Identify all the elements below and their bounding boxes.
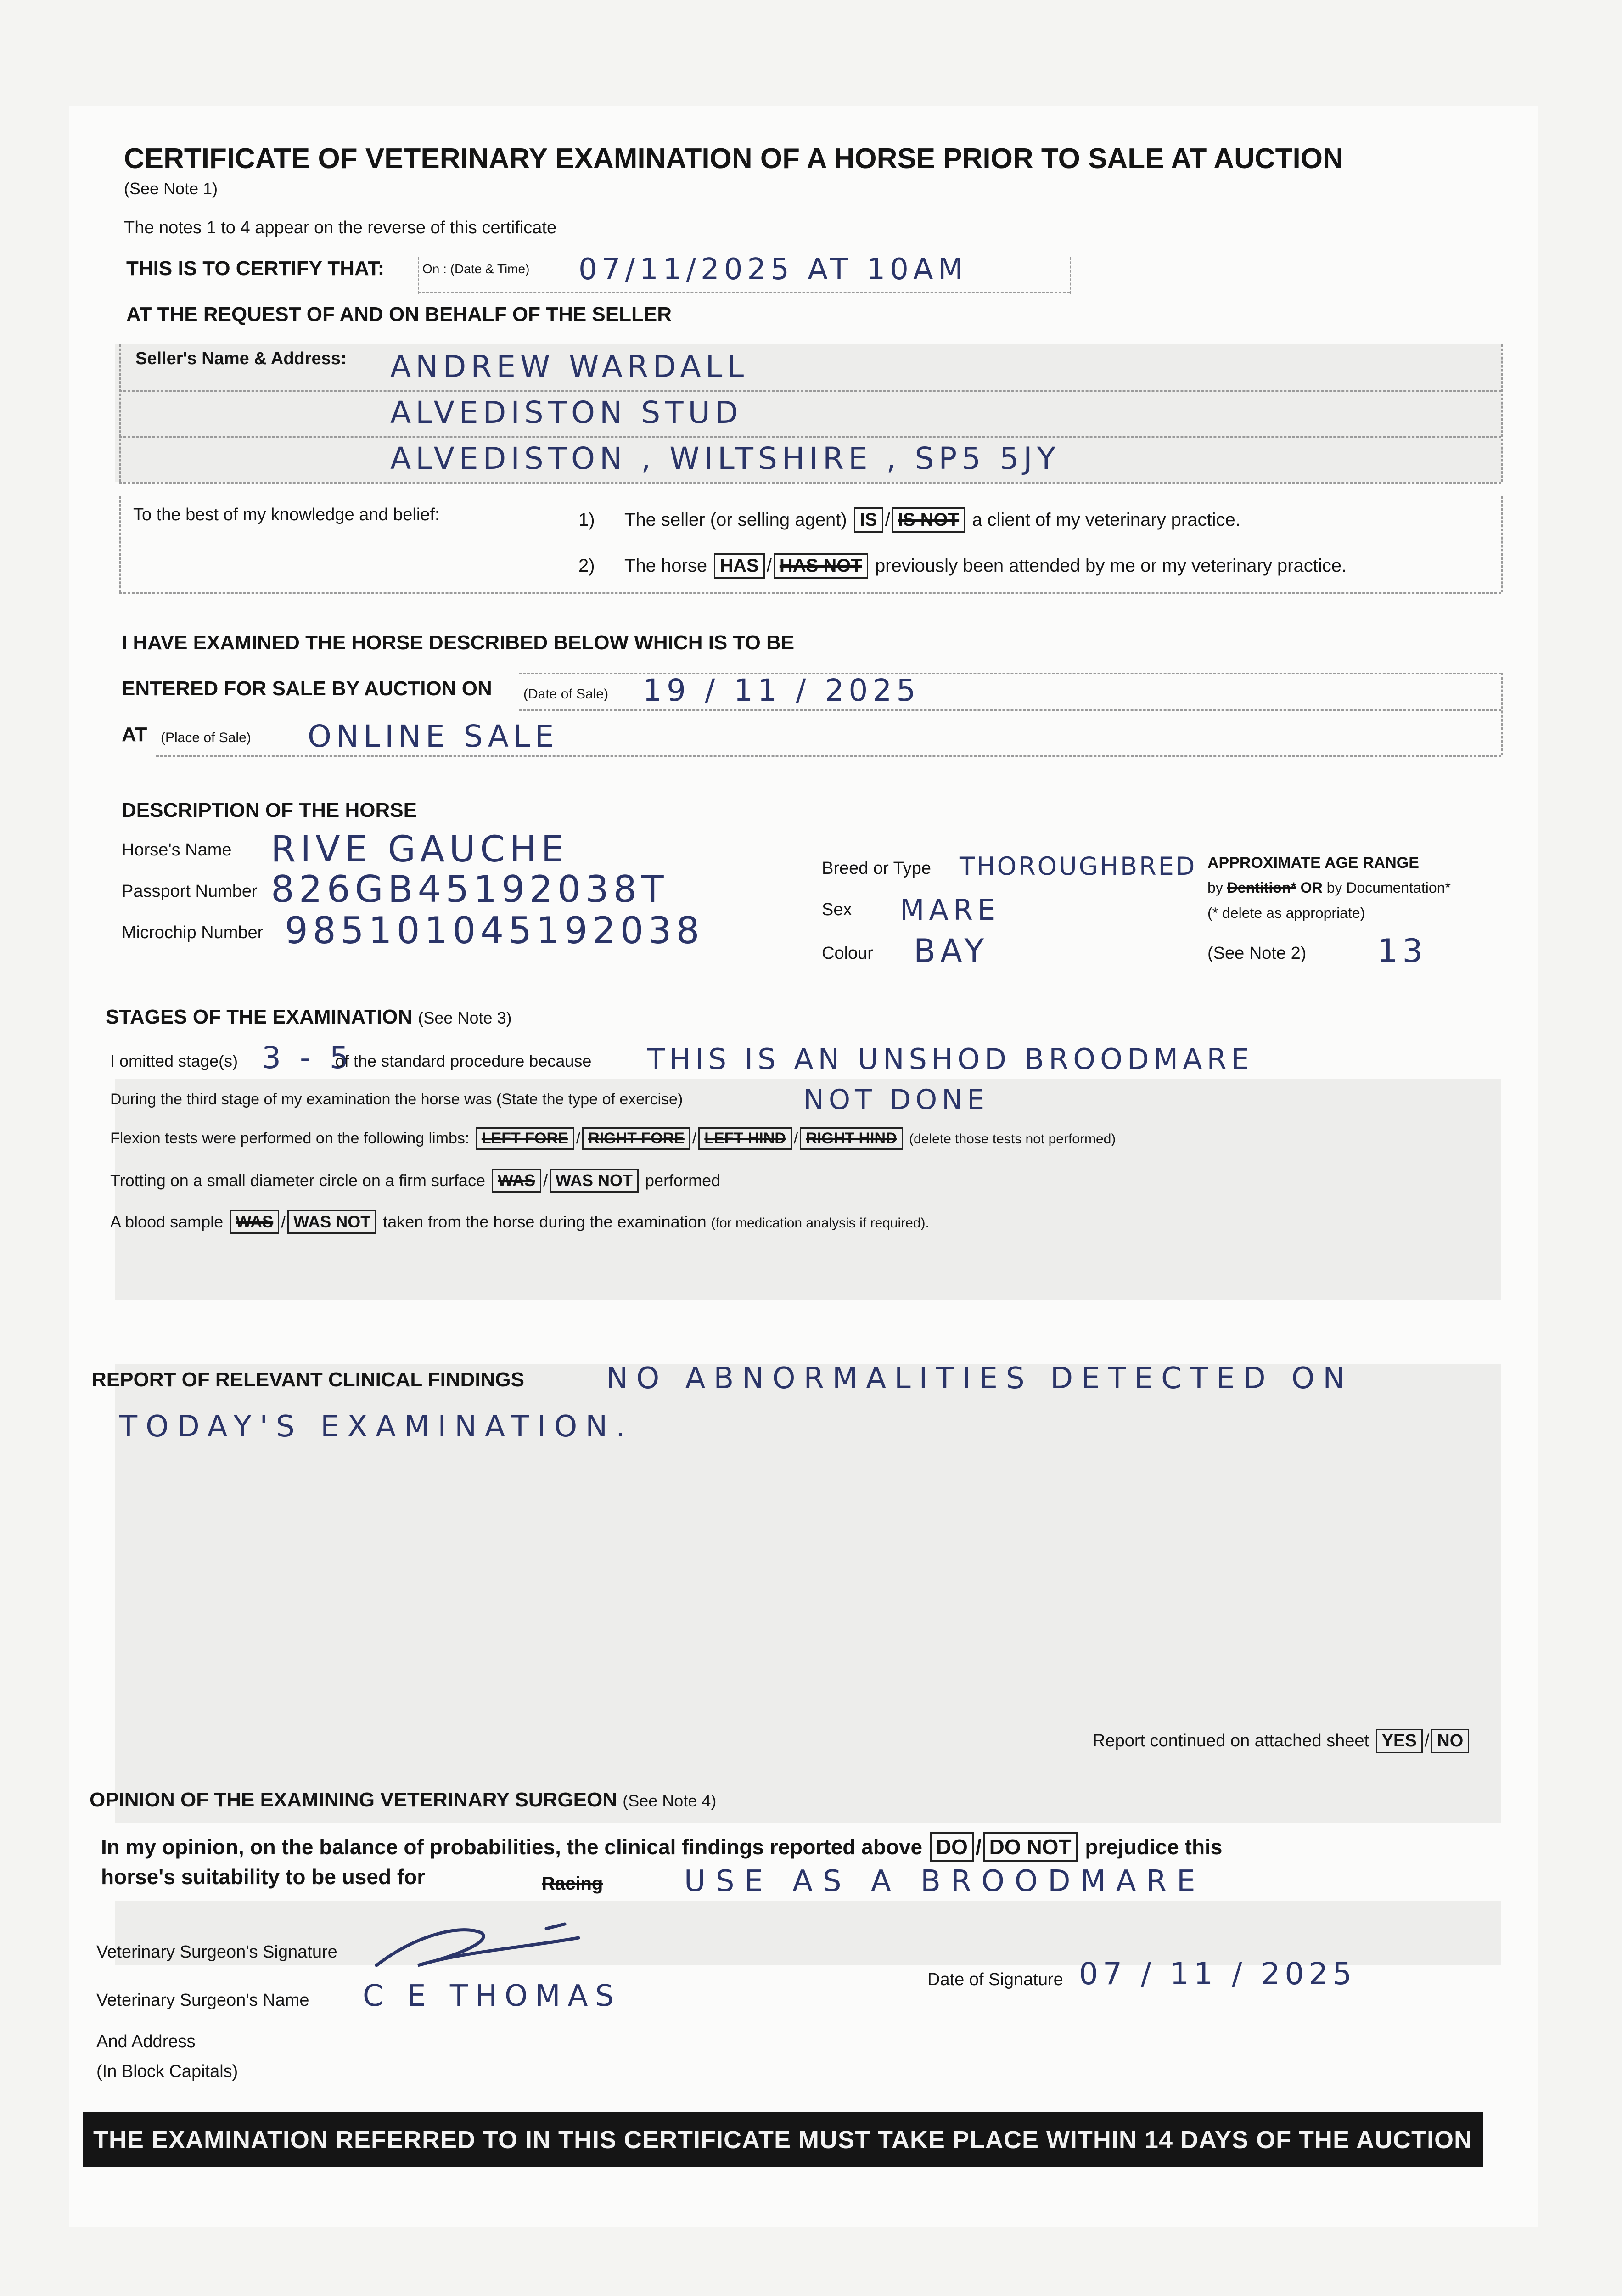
date-of-sale-label: (Date of Sale) xyxy=(523,687,609,702)
breed-label: Breed or Type xyxy=(822,859,932,878)
description-heading: DESCRIPTION OF THE HORSE xyxy=(122,799,417,822)
opinion-text3: horse's suitability to be used for xyxy=(101,1865,426,1889)
colour-label: Colour xyxy=(822,944,873,963)
age-by: by xyxy=(1207,879,1223,896)
seller-line2: ALVEDISTON STUD xyxy=(390,395,743,430)
seller-right xyxy=(1501,344,1503,482)
age-or: OR xyxy=(1300,879,1323,896)
date-of-signature-label: Date of Signature xyxy=(927,1970,1063,1989)
knowledge-rule xyxy=(119,592,1501,594)
q2-has-not-option[interactable]: HAS NOT xyxy=(774,553,868,579)
q2-has-option[interactable]: HAS xyxy=(714,553,764,579)
q2-pre: The horse xyxy=(624,556,707,576)
date-of-signature-value: 07 / 11 / 2025 xyxy=(1079,1956,1357,1992)
blood-was-option[interactable]: WAS xyxy=(230,1210,279,1234)
knowledge-q1: The seller (or selling agent) IS / IS NOT a client of my veterinary practice. xyxy=(624,507,1240,533)
third-stage-value: NOT DONE xyxy=(803,1084,989,1116)
on-date-left xyxy=(418,257,419,294)
examined-heading: I HAVE EXAMINED THE HORSE DESCRIBED BELOW WHICH IS TO BE xyxy=(122,631,795,654)
omitted-reason: THIS IS AN UNSHOD BROODMARE xyxy=(647,1042,1254,1076)
seller-rule2 xyxy=(119,436,1501,438)
address-label: And Address xyxy=(96,2032,196,2051)
blood-note: (for medication analysis if required). xyxy=(711,1216,929,1231)
continued-no-option[interactable]: NO xyxy=(1431,1729,1469,1753)
entered-label: ENTERED FOR SALE BY AUCTION ON xyxy=(122,677,492,700)
use-value: USE AS A BROODMARE xyxy=(684,1864,1206,1898)
passport-label: Passport Number xyxy=(122,882,258,901)
report-line2: TODAY'S EXAMINATION. xyxy=(119,1410,634,1444)
opinion-text-line1: In my opinion, on the balance of probabilities, the clinical findings reported above DO / DO NOT prejudice this xyxy=(101,1832,1222,1862)
vet-name-label: Veterinary Surgeon's Name xyxy=(96,1991,309,2010)
horse-name-value: RIVE GAUCHE xyxy=(271,829,568,870)
on-date-line xyxy=(418,292,1070,293)
seller-line3: ALVEDISTON , WILTSHIRE , SP5 5JY xyxy=(390,441,1060,476)
breed-value: THOROUGHBRED xyxy=(960,852,1197,881)
signature-label: Veterinary Surgeon's Signature xyxy=(96,1942,337,1962)
knowledge-label: To the best of my knowledge and belief: xyxy=(133,505,440,524)
opinion-heading-line xyxy=(90,1789,716,1812)
trot-post: performed xyxy=(645,1171,721,1190)
sex-label: Sex xyxy=(822,900,852,919)
certify-label: THIS IS TO CERTIFY THAT: xyxy=(126,257,385,280)
blood-post: taken from the horse during the examination xyxy=(383,1212,707,1231)
trot-was-not-option[interactable]: WAS NOT xyxy=(550,1169,639,1193)
omitted-value: 3 - 5 xyxy=(262,1040,354,1075)
age-by-line xyxy=(1207,879,1451,896)
sale-right xyxy=(1501,673,1503,755)
flexion-pre: Flexion tests were performed on the following limbs: xyxy=(110,1130,470,1147)
knowledge-q2: The horse HAS / HAS NOT previously been attended by me or my veterinary practice. xyxy=(624,553,1347,579)
on-date-label: On : (Date & Time) xyxy=(422,262,530,276)
certificate-title: CERTIFICATE OF VETERINARY EXAMINATION OF A HORSE PRIOR TO SALE AT AUCTION xyxy=(124,143,1343,174)
age-note: (See Note 2) xyxy=(1207,944,1307,963)
horse-name-label: Horse's Name xyxy=(122,840,232,860)
trot-pre: Trotting on a small diameter circle on a firm surface xyxy=(110,1171,485,1190)
q1-post: a client of my veterinary practice. xyxy=(972,510,1240,530)
age-value: 13 xyxy=(1377,932,1428,970)
knowledge-left xyxy=(119,496,121,592)
report-line1: NO ABNORMALITIES DETECTED ON xyxy=(606,1362,1353,1396)
report-continued-line: Report continued on attached sheet YES / NO xyxy=(1093,1729,1471,1753)
stages-heading-note: (See Note 3) xyxy=(418,1008,512,1027)
q2-post: previously been attended by me or my veterinary practice. xyxy=(875,556,1347,576)
report-continued: Report continued on attached sheet xyxy=(1093,1731,1369,1750)
opinion-do-not-option[interactable]: DO NOT xyxy=(983,1832,1078,1862)
racing-option[interactable]: Racing xyxy=(542,1874,603,1894)
stages-heading: STAGES OF THE EXAMINATION xyxy=(106,1006,413,1028)
trot-was-option[interactable]: WAS xyxy=(492,1169,541,1193)
microchip-label: Microchip Number xyxy=(122,923,264,942)
age-dentition-option[interactable]: Dentition* xyxy=(1227,879,1296,896)
trot-line: Trotting on a small diameter circle on a firm surface WAS / WAS NOT performed xyxy=(110,1169,720,1193)
age-documentation-option[interactable]: by Documentation* xyxy=(1326,879,1451,896)
opinion-heading: OPINION OF THE EXAMINING VETERINARY SURGEON xyxy=(90,1789,617,1811)
stages-heading-line xyxy=(106,1006,512,1029)
request-heading: AT THE REQUEST OF AND ON BEHALF OF THE SELLER xyxy=(126,303,672,326)
colour-value: BAY xyxy=(914,932,989,970)
knowledge-right xyxy=(1501,496,1503,592)
flexion-left-fore[interactable]: LEFT FORE xyxy=(476,1127,574,1150)
flexion-right-hind[interactable]: RIGHT HIND xyxy=(800,1127,903,1150)
seller-left xyxy=(119,344,121,482)
flexion-post: (delete those tests not performed) xyxy=(909,1131,1116,1147)
place-of-sale-label: (Place of Sale) xyxy=(161,730,251,745)
q1-is-not-option[interactable]: IS NOT xyxy=(892,507,965,533)
vet-name-value: C E THOMAS xyxy=(363,1979,622,2013)
flexion-right-fore[interactable]: RIGHT FORE xyxy=(582,1127,690,1150)
q1-pre: The seller (or selling agent) xyxy=(624,510,847,530)
microchip-value: 985101045192038 xyxy=(285,909,704,952)
q1-is-option[interactable]: IS xyxy=(854,507,883,533)
notes-line: The notes 1 to 4 appear on the reverse of this certificate xyxy=(124,218,557,237)
continued-yes-option[interactable]: YES xyxy=(1376,1729,1423,1753)
place-of-sale-rule xyxy=(156,755,1501,757)
seller-rule3 xyxy=(119,482,1501,484)
opinion-text2: prejudice this xyxy=(1085,1835,1223,1859)
knowledge-n1: 1) xyxy=(578,510,595,530)
seller-line1: ANDREW WARDALL xyxy=(390,349,749,384)
opinion-do-option[interactable]: DO xyxy=(930,1832,974,1862)
seller-label: Seller's Name & Address: xyxy=(135,349,347,368)
blood-pre: A blood sample xyxy=(110,1212,224,1231)
certificate-page xyxy=(69,106,1538,2227)
vet-signature-mark xyxy=(363,1915,601,1979)
blood-was-not-option[interactable]: WAS NOT xyxy=(287,1210,376,1234)
place-of-sale-value: ONLINE SALE xyxy=(308,719,559,754)
see-note-1: (See Note 1) xyxy=(124,179,218,198)
flexion-line: Flexion tests were performed on the following limbs: LEFT FORE / RIGHT FORE / LEFT HIND / RIGHT HIND (delete those tests not performed) xyxy=(110,1127,1116,1150)
opinion-text1: In my opinion, on the balance of probabilities, the clinical findings reported above xyxy=(101,1835,923,1859)
omitted-post: of the standard procedure because xyxy=(335,1052,592,1070)
sex-value: MARE xyxy=(900,893,1000,927)
date-of-sale-rule xyxy=(519,709,1501,711)
seller-rule1 xyxy=(119,390,1501,392)
footer-banner: THE EXAMINATION REFERRED TO IN THIS CERTIFICATE MUST TAKE PLACE WITHIN 14 DAYS OF THE AUCTION xyxy=(83,2112,1483,2167)
blood-line: A blood sample WAS / WAS NOT taken from the horse during the examination (for medication analysis if required). xyxy=(110,1210,929,1234)
opinion-heading-note: (See Note 4) xyxy=(623,1791,717,1810)
third-stage-label: During the third stage of my examination the horse was (State the type of exercise) xyxy=(110,1091,683,1108)
on-date-right xyxy=(1070,257,1071,294)
age-delete: (* delete as appropriate) xyxy=(1207,905,1365,921)
date-of-sale-top xyxy=(519,673,1501,674)
at-label: AT xyxy=(122,723,147,746)
passport-value: 826GB45192038T xyxy=(271,868,668,911)
report-heading: REPORT OF RELEVANT CLINICAL FINDINGS xyxy=(92,1368,524,1391)
address-label-block: (In Block Capitals) xyxy=(96,2062,238,2081)
flexion-left-hind[interactable]: LEFT HIND xyxy=(698,1127,792,1150)
on-date-value: 07/11/2025 AT 10AM xyxy=(578,253,968,287)
date-of-sale-value: 19 / 11 / 2025 xyxy=(643,673,920,708)
knowledge-n2: 2) xyxy=(578,556,595,576)
age-heading: APPROXIMATE AGE RANGE xyxy=(1207,854,1419,872)
omitted-pre: I omitted stage(s) xyxy=(110,1052,238,1070)
